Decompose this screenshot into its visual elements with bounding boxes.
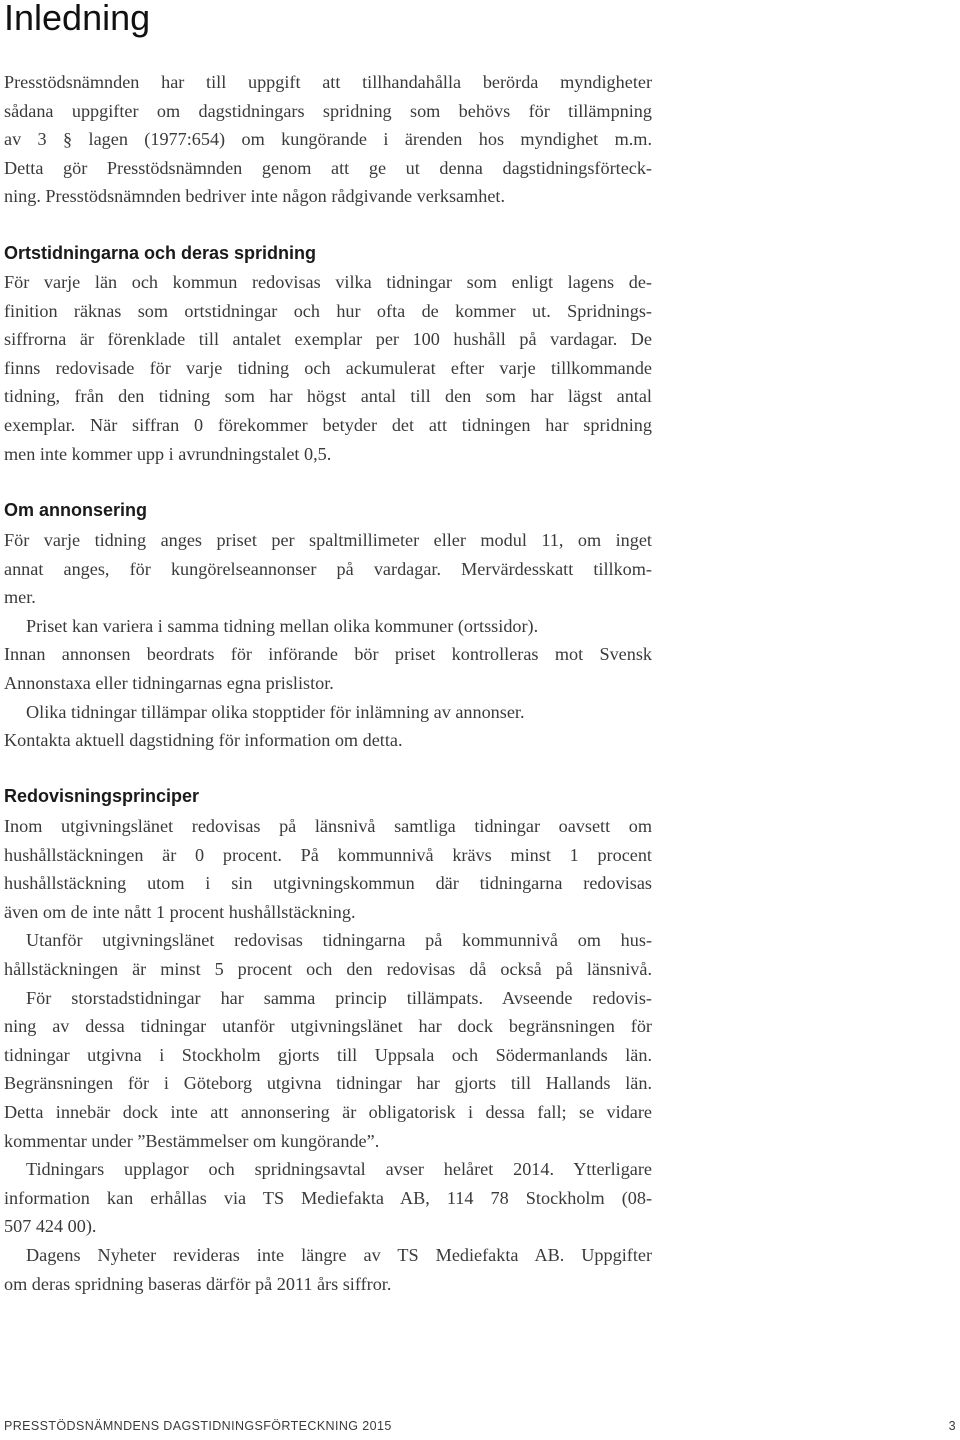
text-line: För varje tidning anges priset per spaltmillimeter eller modul 11, om inget (4, 530, 652, 550)
text-line: men inte kommer upp i avrundningstalet 0,5. (4, 443, 332, 464)
text-line: annat anges, för kungörelseannonser på vardagar. Mervärdesskatt tillkom- (4, 558, 652, 579)
text-line: finition räknas som ortstidningar och hur ofta de kommer ut. Spridnings- (4, 300, 652, 321)
text-line: tidningar utgivna i Stockholm gjorts till Uppsala och Södermanlands län. (4, 1044, 652, 1065)
section-body-redovisningsprinciper (4, 812, 652, 1298)
text-line: Presstödsnämnden har till uppgift att tillhandahålla berörda myndigheter (4, 72, 652, 92)
text-line: Priset kan variera i samma tidning mellan olika kommuner (ortssidor). (26, 615, 539, 636)
text-line: Detta innebär dock inte att annonsering är obligatorisk i dessa fall; se vidare (4, 1101, 652, 1122)
text-line: siffrorna är förenklade till antalet exemplar per 100 hushåll på vardagar. De (4, 329, 652, 350)
text-line: Kontakta aktuell dagstidning för information om detta. (4, 730, 403, 751)
text-line: Detta gör Presstödsnämnden genom att ge ut denna dagstidningsförteck- (4, 157, 652, 178)
text-line: hållstäckningen är minst 5 procent och den redovisas då också på länsnivå. (4, 958, 652, 979)
page-title: Inledning (4, 0, 151, 38)
section-body-ortstidningarna (4, 268, 652, 468)
text-line: Annonstaxa eller tidningarnas egna prislistor. (4, 672, 334, 693)
text-line: tidning, från den tidning som har högst antal till den som har lägst antal (4, 386, 652, 407)
section-body-annonsering (4, 526, 652, 755)
text-line: Dagens Nyheter revideras inte längre av TS Mediefakta AB. Uppgifter (26, 1244, 652, 1265)
text-line: exemplar. När siffran 0 förekommer betyder det att tidningen har spridning (4, 414, 652, 435)
text-line: om deras spridning baseras därför på 2011 års siffror. (4, 1273, 392, 1294)
text-line: även om de inte nått 1 procent hushållstäckning. (4, 901, 356, 922)
text-line: av 3 § lagen (1977:654) om kungörande i ärenden hos myndighet m.m. (4, 129, 652, 150)
text-line: 507 424 00). (4, 1216, 97, 1237)
text-line: finns redovisade för varje tidning och ackumulerat efter varje tillkommande (4, 357, 652, 378)
text-line: ning. Presstödsnämnden bedriver inte någon rådgivande verksamhet. (4, 186, 506, 207)
text-line: hushållstäckning utom i sin utgivningskommun där tidningarna redovisas (4, 873, 652, 894)
text-line: information kan erhållas via TS Mediefakta AB, 114 78 Stockholm (08- (4, 1187, 652, 1208)
text-line: ning av dessa tidningar utanför utgivningslänet har dock begränsningen för (4, 1016, 652, 1037)
text-line: Begränsningen för i Göteborg utgivna tidningar har gjorts till Hallands län. (4, 1073, 652, 1094)
text-line: För varje län och kommun redovisas vilka tidningar som enligt lagens de- (4, 272, 652, 292)
section-heading-redovisningsprinciper: Redovisningsprinciper (4, 786, 200, 806)
text-line: Tidningars upplagor och spridningsavtal avser helåret 2014. Ytterligare (26, 1159, 652, 1180)
text-line: Inom utgivningslänet redovisas på länsnivå samtliga tidningar oavsett om (4, 816, 652, 836)
text-line: För storstadstidningar har samma princip tillämpats. Avseende redovis- (26, 987, 652, 1008)
page-number: 3 (948, 1419, 956, 1433)
text-line: sådana uppgifter om dagstidningars spridning som behövs för tillämpning (4, 100, 652, 121)
text-line: Innan annonsen beordrats för införande bör priset kontrolleras mot Svensk (4, 644, 652, 665)
intro-paragraph (4, 68, 652, 211)
text-line: mer. (4, 587, 36, 608)
text-line: hushållstäckningen är 0 procent. På kommunnivå krävs minst 1 procent (4, 844, 652, 865)
page-footer (4, 1419, 956, 1437)
text-line: Olika tidningar tillämpar olika stopptider för inlämning av annonser. (26, 701, 525, 722)
section-heading-annonsering: Om annonsering (4, 500, 148, 520)
section-heading-ortstidningarna: Ortstidningarna och deras spridning (4, 243, 317, 263)
footer-publication-title: PRESSTÖDSNÄMNDENS DAGSTIDNINGSFÖRTECKNING 2015 (4, 1419, 392, 1433)
text-line: Utanför utgivningslänet redovisas tidningarna på kommunnivå om hus- (26, 930, 652, 951)
text-line: kommentar under ”Bestämmelser om kungörande”. (4, 1130, 380, 1151)
